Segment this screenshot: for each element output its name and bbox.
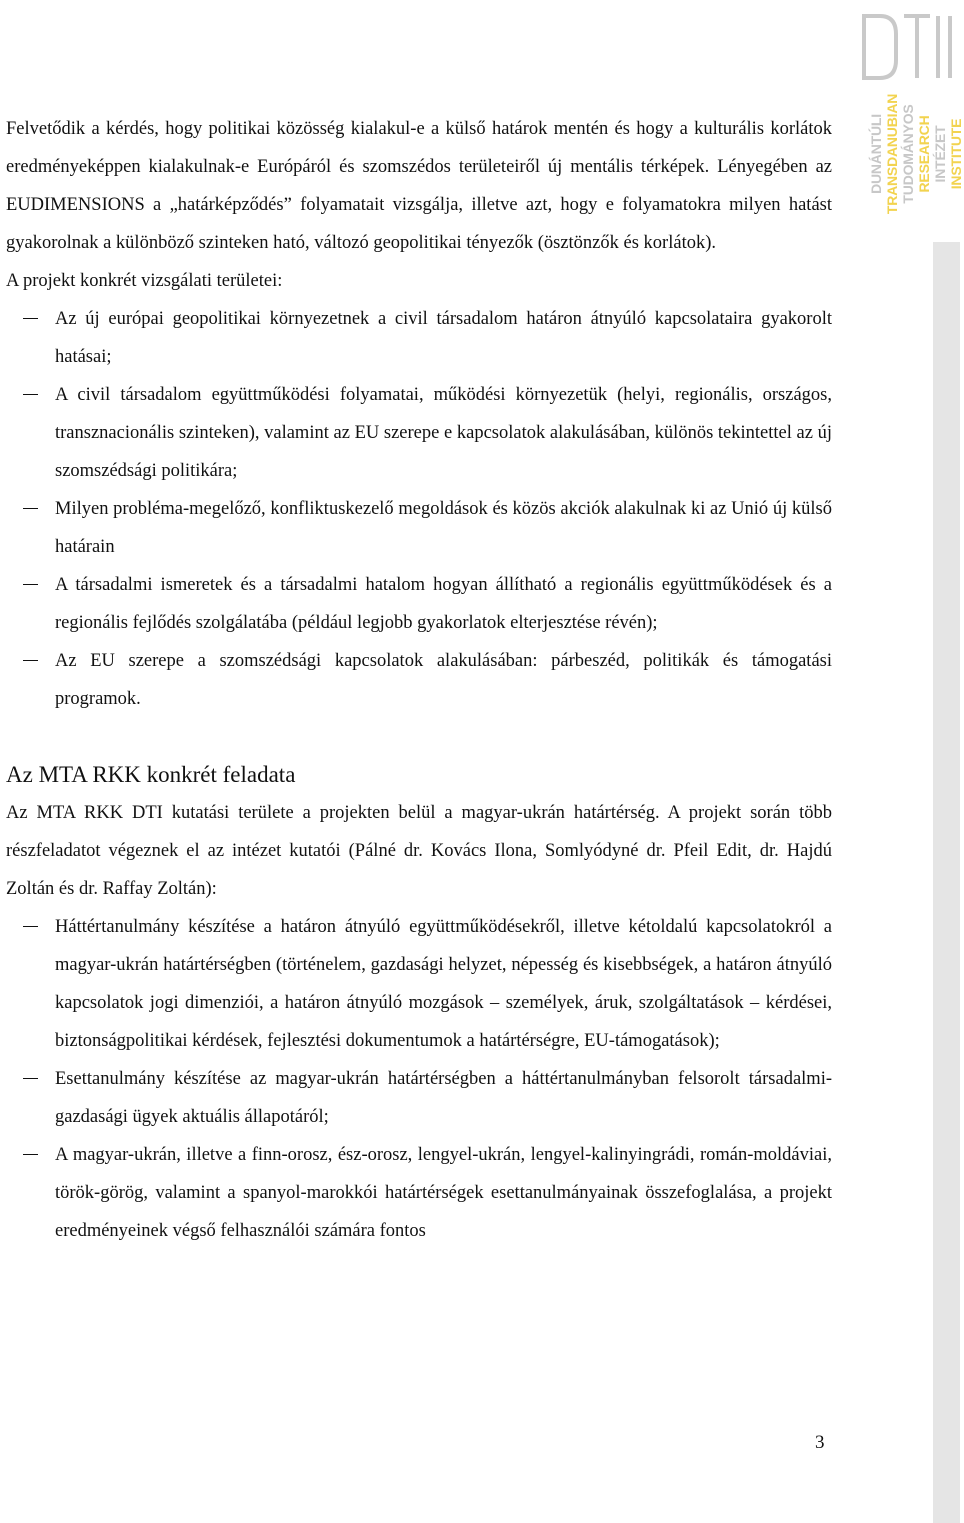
- areas-list: [6, 300, 832, 718]
- dash-bullet: [23, 1154, 38, 1155]
- list-item: A magyar-ukrán, illetve a finn-orosz, ész-orosz, lengyel-ukrán, lengyel-kalinyingrádi, román-moldáviai, török-görög, valamint a spanyol-marokkói határtérségek esettanulmányainak összefoglalása, a projekt eredményeinek végső felhasználói számára fontos: [6, 1136, 832, 1250]
- list-item: Az EU szerepe a szomszédsági kapcsolatok alakulásában: párbeszéd, politikák és támogatási programok.: [6, 642, 832, 718]
- task-intro-paragraph: Az MTA RKK DTI kutatási területe a projekten belül a magyar-ukrán határtérség. A projekt során több részfeladatot végeznek el az intézet kutatói (Pálné dr. Kovács Ilona, Somlyódyné dr. Pfeil Edit, dr. Hajdú Zoltán és dr. Raffay Zoltán):: [6, 803, 832, 899]
- logo-text-dunantuli: DUNÁNTÚLI: [868, 114, 884, 194]
- logo-text-transdanubian: TRANSDANUBIAN: [884, 93, 900, 215]
- logo-text-institute: INSTITUTE: [948, 118, 964, 190]
- logo-text-tudomanyos: TUDOMÁNYOS: [900, 104, 916, 204]
- institute-logo: [858, 10, 964, 215]
- margin-bar: [933, 242, 960, 1523]
- page-number: 3: [815, 1432, 825, 1453]
- tasks-list: [6, 908, 832, 1250]
- dash-bullet: [23, 926, 38, 927]
- dash-bullet: [23, 584, 38, 585]
- areas-label: A projekt konkrét vizsgálati területei:: [6, 271, 283, 291]
- list-item: Háttértanulmány készítése a határon átnyúló együttműködésekről, illetve kétoldalú kapcsolatokról a magyar-ukrán határtérségben (történelem, gazdasági helyzet, népesség és kisebbségek, a határon átnyúló kapcsolatok jogi dimenziói, a határon átnyúló mozgások – személyek, áruk, szolgáltatások – kérdései, biztonságpolitikai kérdések, fejlesztési dokumentumok a határtérségre, EU-támogatások);: [6, 908, 832, 1060]
- list-item: A társadalmi ismeretek és a társadalmi hatalom hogyan állítható a regionális együttműködések és a regionális fejlődés szolgálatába (például legjobb gyakorlatok elterjesztése révén);: [6, 566, 832, 642]
- dash-bullet: [23, 508, 38, 509]
- dti-logo-mark-icon: [860, 12, 956, 82]
- intro-paragraph: Felvetődik a kérdés, hogy politikai közösség kialakul-e a külső határok mentén és hogy a kulturális korlátok eredményeképpen kialakulnak-e Európáról és szomszédos területeiről új mentális térképek. Lényegében az EUDIMENSIONS a „határképződés” folyamatait vizsgálja, illetve azt, hogy e folyamatokra milyen hatást gyakorolnak a különböző szinteken ható, változó geopolitikai tényezők (ösztönzők és korlátok).: [6, 119, 832, 253]
- list-item: Esettanulmány készítése az magyar-ukrán határtérségben a háttértanulmányban felsorolt társadalmi-gazdasági ügyek aktuális állapotáról;: [6, 1060, 832, 1136]
- list-item: Milyen probléma-megelőző, konfliktuskezelő megoldások és közös akciók alakulnak ki az Unió új külső határain: [6, 490, 832, 566]
- logo-text-intezet: INTÉZET: [932, 125, 948, 183]
- dash-bullet: [23, 318, 38, 319]
- logo-text-research: RESEARCH: [916, 115, 932, 193]
- dash-bullet: [23, 660, 38, 661]
- document-body: [6, 110, 832, 1250]
- dash-bullet: [23, 394, 38, 395]
- dash-bullet: [23, 1078, 38, 1079]
- list-item: A civil társadalom együttműködési folyamatai, működési környezetük (helyi, regionális, országos, transznacionális szinteken), valamint az EU szerepe e kapcsolatok alakulásában, különös tekintettel az új szomszédsági politikára;: [6, 376, 832, 490]
- section-heading: Az MTA RKK konkrét feladata: [6, 762, 296, 787]
- list-item: Az új európai geopolitikai környezetnek a civil társadalom határon átnyúló kapcsolataira gyakorolt hatásai;: [6, 300, 832, 376]
